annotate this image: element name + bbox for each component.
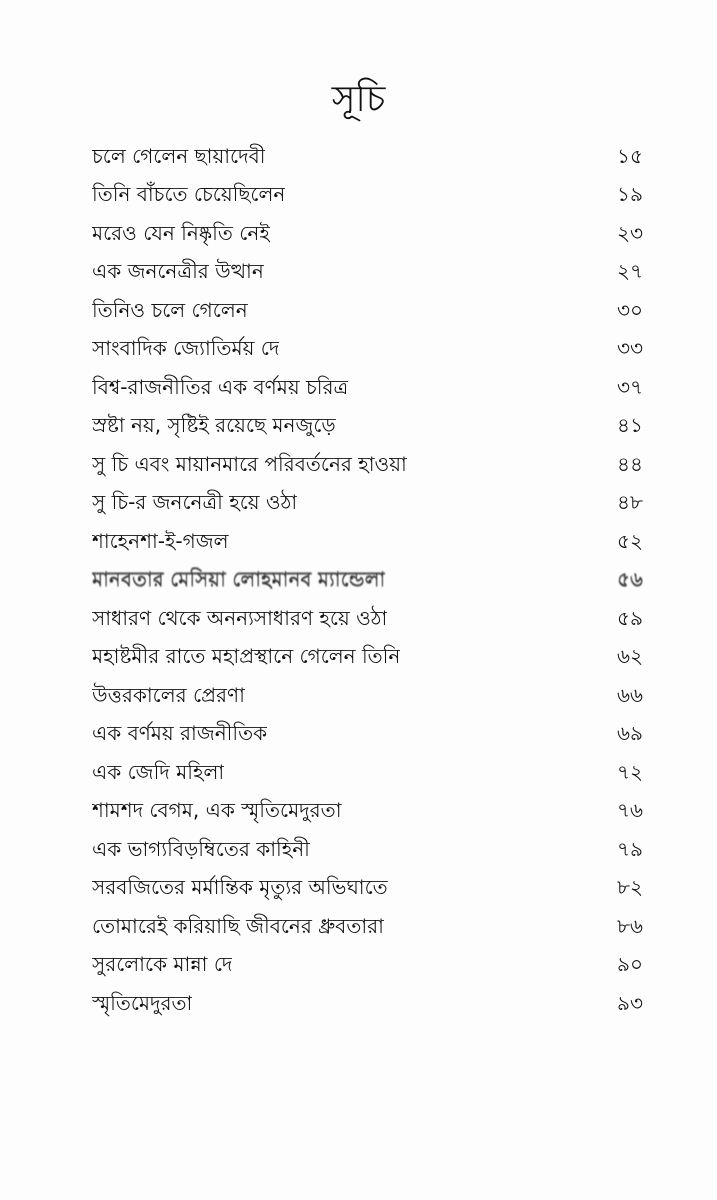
toc-entry xyxy=(92,948,643,987)
toc-entry-page: ৭৬ xyxy=(616,798,643,823)
toc-entry-title: এক বর্ণময় রাজনীতিক xyxy=(92,721,268,746)
toc-entry-page: ৯৩ xyxy=(617,990,643,1015)
toc-entry-title: বিশ্ব-রাজনীতির এক বর্ণময় চরিত্র xyxy=(92,374,349,399)
toc-entry xyxy=(92,524,643,563)
toc-entry-title: মরেও যেন নিষ্কৃতি নেই xyxy=(92,220,270,245)
toc-entry xyxy=(92,486,643,525)
toc-entry-title: এক জেদি মহিলা xyxy=(92,759,225,784)
toc-entry-page: ৭২ xyxy=(616,759,643,784)
toc-entry-page: ৫২ xyxy=(617,528,643,553)
toc-entry-title: তিনিও চলে গেলেন xyxy=(92,297,248,322)
toc-entry xyxy=(92,717,643,756)
toc-entry xyxy=(92,986,643,1025)
toc-entry xyxy=(92,370,643,409)
toc-entry-page: ৬৯ xyxy=(617,721,643,746)
toc-entry-page: ১৫ xyxy=(617,143,643,168)
toc-entry-page: ২৭ xyxy=(616,259,643,284)
toc-entry-page: ৮২ xyxy=(617,875,643,900)
toc-entry-page: ১৯ xyxy=(617,182,643,207)
toc-entry-page: ৪১ xyxy=(617,413,643,438)
toc-entry-title: তোমারেই করিয়াছি জীবনের ধ্রুবতারা xyxy=(92,913,384,938)
toc-entry xyxy=(92,871,643,910)
toc-entry-title: এক ভাগ্যবিড়ম্বিতের কাহিনী xyxy=(92,836,310,861)
toc-entry-title: সাংবাদিক জ্যোতির্ময় দে xyxy=(92,336,280,361)
toc-entry-page: ২৩ xyxy=(616,220,643,245)
toc-entry xyxy=(92,601,643,640)
toc-entry xyxy=(92,332,643,371)
toc-entry xyxy=(92,216,643,255)
toc-entry-title: শাহেনশা-ই-গজল xyxy=(92,528,229,553)
toc-entry-title: স্মৃতিমেদুরতা xyxy=(92,990,193,1015)
toc-entry-page: ৪৪ xyxy=(617,451,643,476)
toc-entry-page: ৫৯ xyxy=(617,605,643,630)
toc-entry-page: ৬২ xyxy=(616,644,643,669)
toc-entry-title: মানবতার মেসিয়া লোহমানব ম্যান্ডেলা xyxy=(92,567,386,592)
toc-entry-page: ৮৬ xyxy=(617,913,643,938)
toc-entry xyxy=(92,409,643,448)
toc-entry xyxy=(92,255,643,294)
toc-entry-title: সরবজিতের মর্মান্তিক মৃত্যুর অভিঘাতে xyxy=(92,875,388,900)
toc-entry xyxy=(92,794,643,833)
toc-entry xyxy=(92,563,643,602)
toc-entry-title: সুরলোকে মান্না দে xyxy=(92,952,233,977)
toc-entry xyxy=(92,640,643,679)
toc-entry-page: ৩০ xyxy=(616,297,643,322)
toc-entry-title: এক জননেত্রীর উত্থান xyxy=(92,259,264,284)
toc-entry-title: শামশদ বেগম, এক স্মৃতিমেদুরতা xyxy=(92,798,342,823)
toc-entry-title: সু চি এবং মায়ানমারে পরিবর্তনের হাওয়া xyxy=(92,451,407,476)
toc-entry xyxy=(92,178,643,217)
toc-entry-title: চলে গেলেন ছায়াদেবী xyxy=(92,143,266,168)
toc-entry-title: স্রষ্টা নয়, সৃষ্টিই রয়েছে মনজুড়ে xyxy=(92,413,336,438)
toc-entry xyxy=(92,447,643,486)
toc-entry-page: ৩৩ xyxy=(616,336,643,361)
toc-entry xyxy=(92,909,643,948)
toc-entry-page: ৩৭ xyxy=(616,374,643,399)
toc-entry-page: ৯০ xyxy=(617,952,643,977)
toc-entry-title: সাধারণ থেকে অনন্যসাধারণ হয়ে ওঠা xyxy=(92,605,388,630)
toc-entry xyxy=(92,755,643,794)
toc-entry xyxy=(92,832,643,871)
toc-entry xyxy=(92,293,643,332)
toc-entry xyxy=(92,678,643,717)
toc-entry-page: ৫৬ xyxy=(617,567,643,592)
toc-entry xyxy=(92,139,643,178)
toc-entry-page: ৪৮ xyxy=(617,490,643,515)
toc-entry-title: তিনি বাঁচতে চেয়েছিলেন xyxy=(92,182,286,207)
toc-entry-title: উত্তরকালের প্রেরণা xyxy=(92,682,245,707)
toc-entry-page: ৭৯ xyxy=(617,836,643,861)
page-title: সূচি xyxy=(331,79,386,120)
toc-entry-title: সু চি-র জননেত্রী হয়ে ওঠা xyxy=(92,490,298,515)
toc-entry-title: মহাষ্টমীর রাতে মহাপ্রস্থানে গেলেন তিনি xyxy=(92,644,401,669)
toc-entry-page: ৬৬ xyxy=(616,682,643,707)
table-of-contents xyxy=(92,139,643,1025)
